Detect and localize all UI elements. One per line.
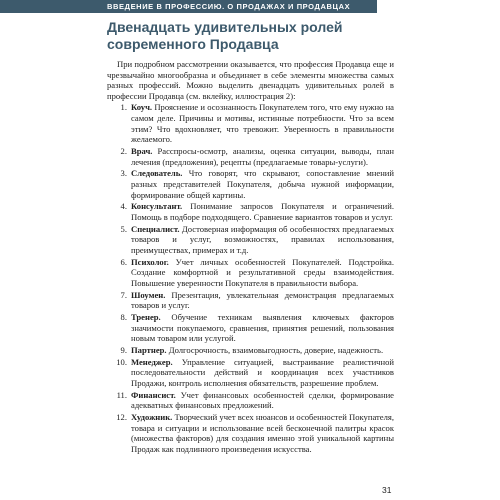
role-description: Творческий учет всех нюансов и особенностей Покупателя, товара и ситуации и использование всей бесконечной палитры красок (множества факторов) для создания именно этой уникальной картины Продаж как подлинного произведения искусства. — [131, 412, 394, 454]
role-description: Учет финансовых особенностей сделки, формирование адекватных финансовых предложений. — [131, 389, 394, 411]
role-description: Что говорят, что скрывают, сопоставление мнений разных представителей Покупателя, добыча нужной информации, формирование общей картины. — [131, 168, 394, 200]
role-number: 12. — [116, 412, 127, 423]
role-item — [107, 412, 394, 454]
role-number: 10. — [116, 356, 127, 367]
role-number: 11. — [116, 389, 127, 400]
role-item — [107, 257, 394, 289]
role-number: 2. — [120, 145, 127, 156]
role-description: Долгосрочность, взаимовыгодность, доверие, надежность. — [168, 344, 384, 355]
role-item — [107, 146, 394, 167]
role-number: 9. — [120, 344, 127, 355]
role-description: Понимание запросов Покупателя и ограничений. Помощь в подборе подходящего. Сравнение вариантов товаров и услуг. — [131, 201, 394, 222]
role-item — [107, 290, 394, 311]
roles-list — [107, 102, 394, 454]
role-item — [107, 201, 394, 222]
role-name: Специалист. — [131, 223, 180, 234]
role-item — [107, 168, 394, 200]
role-number: 7. — [120, 289, 127, 300]
page-body — [107, 59, 394, 456]
role-number: 4. — [120, 201, 127, 212]
role-item — [107, 357, 394, 389]
role-item — [107, 390, 394, 411]
role-number: 3. — [120, 168, 127, 179]
role-name: Финансист. — [131, 389, 176, 400]
role-description: Обучение техникам выявления ключевых факторов значимости покупаемого, сравнения, принятия решений, пользования новым товаром или услугой. — [131, 311, 394, 344]
role-name: Художник. — [131, 412, 173, 423]
role-description: Расспросы-осмотр, анализы, оценка ситуации, выводы, план лечения (предложения), рецепты (предлагаемые товары-услуги). — [131, 145, 394, 167]
role-item — [107, 224, 394, 256]
role-name: Врач. — [131, 145, 153, 156]
role-name: Менеджер. — [131, 356, 173, 367]
role-name: Шоумен. — [131, 289, 166, 300]
role-name: Консультант. — [131, 201, 183, 212]
role-item — [107, 102, 394, 144]
running-header: ВВЕДЕНИЕ В ПРОФЕССИЮ. О ПРОДАЖАХ И ПРОДАВЦАХ — [0, 0, 377, 13]
role-name: Психолог. — [131, 256, 169, 267]
role-number: 5. — [120, 223, 127, 234]
role-name: Следователь. — [131, 168, 183, 179]
role-item — [107, 312, 394, 344]
role-name: Коуч. — [131, 102, 153, 113]
role-item — [107, 345, 394, 356]
intro-paragraph: При подробном рассмотрении оказывается, что профессия Продавца еще и чрезвычайно многообразна и объединяет в себе элементы множества самых разных профессий. Можно выделить двенадцать удивительных ролей в профессии Продавца (см. вклейку, иллюстрация 2): — [107, 59, 394, 101]
section-title: Двенадцать удивительных ролей современного Продавца — [107, 19, 343, 52]
role-description: Презентация, увлекательная демонстрация предлагаемых товаров и услуг. — [131, 289, 394, 311]
role-name: Тренер. — [131, 311, 161, 322]
role-number: 1. — [120, 102, 127, 113]
role-name: Партнер. — [131, 344, 167, 355]
role-number: 8. — [120, 311, 127, 322]
role-number: 6. — [120, 256, 127, 267]
role-description: Прояснение и осознанность Покупателем того, что ему нужно на самом деле. Причины и мотивы, истинные потребности. Что за всем этим? Что вдохновляет, что тревожит. Уверенность в правильности желаемого. — [131, 102, 394, 145]
page-number: 31 — [382, 485, 392, 495]
role-description: Учет личных особенностей Покупателей. Подстройка. Создание комфортной и результативной среды взаимодействия. Повышение уверенности Покупателя в правильности выбора. — [131, 256, 394, 288]
role-description: Управление ситуацией, выстраивание реалистичной последовательности действий и координация всех участников Продажи, контроль исполнения обязательств, разрешение проблем. — [131, 356, 394, 388]
role-description: Достоверная информация об особенностях предлагаемых товаров и услуг, возможностях, правилах использования, преимуществах, примерах и т.д. — [131, 223, 395, 255]
